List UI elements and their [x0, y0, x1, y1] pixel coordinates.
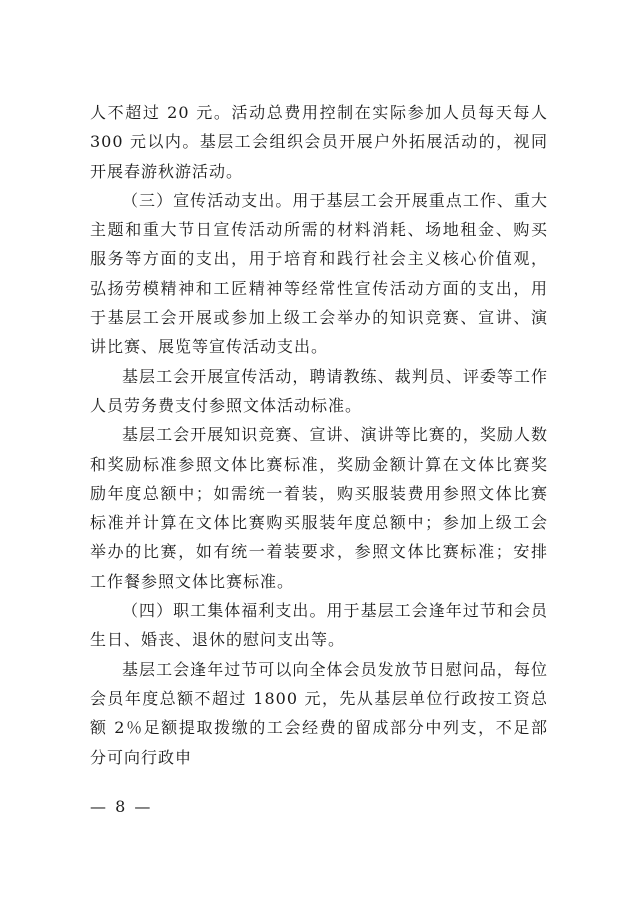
paragraph-holiday-gifts: 基层工会逢年过节可以向全体会员发放节日慰问品，每位会员年度总额不超过 1800 元，先从基层单位行政按工资总额 2％足额提取拨缴的工会经费的留成部分中列支，不足部分可向行政申	[90, 659, 548, 767]
paragraph-welfare-expenses: （四）职工集体福利支出。用于基层工会逢年过节和会员生日、婚丧、退休的慰问支出等。	[90, 601, 548, 650]
paragraph-publicity-labor-fees: 基层工会开展宣传活动，聘请教练、裁判员、评委等工作人员劳务费支付参照文体活动标准。	[90, 366, 548, 415]
page-number: — 8 —	[90, 797, 153, 816]
paragraph-competition-rewards: 基层工会开展知识竞赛、宣讲、演讲等比赛的，奖励人数和奖励标准参照文体比赛标准，奖励金额计算在文体比赛奖励年度总额中；如需统一着装，购买服装费用参照文体比赛标准并计算在文体比赛购买服装年度总额中；参加上级工会举办的比赛，如有统一着装要求，参照文体比赛标准；安排工作餐参照文体比赛标准。	[90, 425, 548, 591]
body-text	[90, 98, 548, 772]
paragraph-continuation: 人不超过 20 元。活动总费用控制在实际参加人员每天每人 300 元以内。基层工会组织会员开展户外拓展活动的，视同开展春游秋游活动。	[90, 103, 548, 181]
paragraph-publicity-expenses: （三）宣传活动支出。用于基层工会开展重点工作、重大主题和重大节日宣传活动所需的材料消耗、场地租金、购买服务等方面的支出，用于培育和践行社会主义核心价值观，弘扬劳模精神和工匠精神等经常性宣传活动方面的支出，用于基层工会开展或参加上级工会举办的知识竞赛、宣讲、演讲比赛、展览等宣传活动支出。	[90, 190, 548, 357]
